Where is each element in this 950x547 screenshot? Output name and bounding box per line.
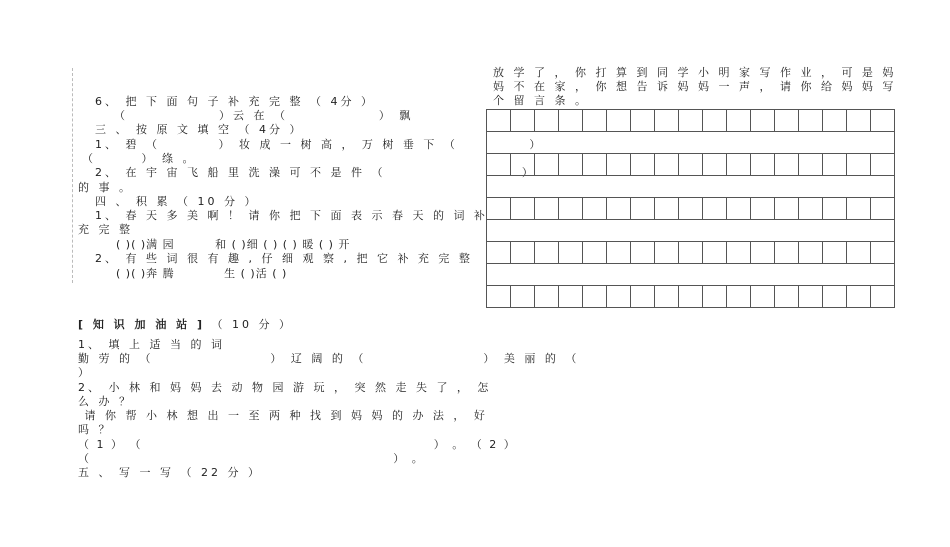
grid-cell[interactable] [751,198,775,220]
grid-row [487,110,895,132]
grid-cell[interactable] [655,154,679,176]
grid-cell[interactable] [559,154,583,176]
grid-gap-row [487,176,895,198]
knowledge-q1-close: ） [78,366,92,379]
grid-cell[interactable] [607,110,631,132]
grid-gap-row [487,220,895,242]
grid-cell[interactable] [775,286,799,308]
grid-cell[interactable] [823,242,847,264]
grid-cell[interactable] [631,242,655,264]
grid-cell[interactable] [727,286,751,308]
grid-gap [487,264,895,286]
knowledge-score: （ 10 分 ） [211,318,294,331]
grid-cell[interactable] [511,286,535,308]
grid-cell[interactable] [511,154,535,176]
grid-cell[interactable] [847,198,871,220]
grid-row [487,198,895,220]
grid-cell[interactable] [607,242,631,264]
grid-row [487,286,895,308]
grid-cell[interactable] [487,286,511,308]
grid-cell[interactable] [511,110,535,132]
grid-cell[interactable] [871,110,895,132]
grid-cell[interactable] [655,286,679,308]
grid-cell[interactable] [583,242,607,264]
section-3-item-2-cont: 的 事 。 [78,181,133,194]
grid-cell[interactable] [487,242,511,264]
section-4-item-1: 1、 春 天 多 美 啊 ！ 请 你 把 下 面 表 示 春 天 的 词 补 [95,209,488,222]
grid-cell[interactable] [823,154,847,176]
grid-cell[interactable] [775,154,799,176]
grid-cell[interactable] [751,110,775,132]
writing-prompt-line-3: 个 留 言 条 。 [493,94,589,107]
grid-cell[interactable] [871,242,895,264]
grid-gap [487,132,895,154]
section-5-title: 五 、 写 一 写 （ 22 分 ） [78,466,262,479]
grid-cell[interactable] [727,198,751,220]
grid-cell[interactable] [847,154,871,176]
knowledge-q1-line: 勤 劳 的 （ ） 辽 阔 的 （ ） 美 丽 的 （ [78,352,580,365]
grid-cell[interactable] [775,110,799,132]
knowledge-q1-title: 1、 填 上 适 当 的 词 [78,338,225,351]
grid-cell[interactable] [703,286,727,308]
grid-cell[interactable] [775,242,799,264]
section-4-item-2-blanks: ( )( )奔 腾 生 ( )活 ( ) [116,267,288,280]
margin-dashed-line [72,68,73,283]
grid-row [487,154,895,176]
grid-cell[interactable] [799,154,823,176]
grid-cell[interactable] [703,154,727,176]
writing-prompt-line-2: 妈 不 在 家 ， 你 想 告 诉 妈 妈 一 声 ， 请 你 给 妈 妈 写 [493,80,897,93]
grid-cell[interactable] [487,198,511,220]
section-3-item-2: 2、 在 宇 宙 飞 船 里 洗 澡 可 不 是 件 （ ） [95,166,536,179]
grid-cell[interactable] [631,110,655,132]
knowledge-q2-answer-1: （ 1 ） （ ） 。 （ 2 ） [78,438,517,451]
grid-cell[interactable] [559,242,583,264]
grid-row [487,242,895,264]
grid-cell[interactable] [559,110,583,132]
grid-cell[interactable] [703,198,727,220]
grid-cell[interactable] [535,198,559,220]
grid-cell[interactable] [799,286,823,308]
grid-cell[interactable] [631,154,655,176]
grid-cell[interactable] [847,242,871,264]
grid-cell[interactable] [751,286,775,308]
grid-cell[interactable] [583,110,607,132]
grid-cell[interactable] [847,110,871,132]
grid-cell[interactable] [679,286,703,308]
grid-cell[interactable] [583,154,607,176]
grid-gap-row [487,264,895,286]
knowledge-title: [ 知 识 加 油 站 ] [78,318,206,331]
grid-cell[interactable] [607,198,631,220]
grid-cell[interactable] [583,198,607,220]
section-4-item-1-cont: 充 完 整 [78,223,133,236]
grid-cell[interactable] [823,110,847,132]
section-3-item-1-cont: （ ） 绦 。 [82,152,197,165]
grid-cell[interactable] [535,154,559,176]
grid-cell[interactable] [727,242,751,264]
knowledge-q2-answer-2: （ ） 。 [78,452,425,465]
writing-prompt-line-1: 放 学 了 ， 你 打 算 到 同 学 小 明 家 写 作 业 ， 可 是 妈 [493,66,897,79]
grid-cell[interactable] [535,242,559,264]
grid-cell[interactable] [871,154,895,176]
grid-cell[interactable] [487,110,511,132]
grid-cell[interactable] [847,286,871,308]
grid-gap [487,220,895,242]
grid-cell[interactable] [679,198,703,220]
grid-cell[interactable] [559,198,583,220]
knowledge-q2-line-4: 吗 ？ [78,423,113,436]
grid-cell[interactable] [487,154,511,176]
q6-title: 6、 把 下 面 句 子 补 充 完 整 （ 4分 ） [95,95,375,108]
q6-sentence: （ ）云 在 （ ） 飘 [114,109,414,122]
grid-cell[interactable] [655,242,679,264]
grid-cell[interactable] [535,286,559,308]
knowledge-q2-line-2: 么 办 ？ [78,395,133,408]
grid-gap [487,176,895,198]
grid-cell[interactable] [751,154,775,176]
grid-cell[interactable] [703,242,727,264]
grid-cell[interactable] [655,110,679,132]
grid-cell[interactable] [583,286,607,308]
knowledge-q2-line-3: 请 你 帮 小 林 想 出 一 至 两 种 找 到 妈 妈 的 办 法 ， 好 [78,409,488,422]
grid-cell[interactable] [535,110,559,132]
grid-cell[interactable] [559,286,583,308]
knowledge-header [78,318,293,332]
grid-cell[interactable] [799,242,823,264]
grid-cell[interactable] [727,154,751,176]
grid-cell[interactable] [511,242,535,264]
grid-cell[interactable] [799,110,823,132]
writing-grid[interactable] [486,109,895,308]
grid-cell[interactable] [655,198,679,220]
grid-cell[interactable] [727,110,751,132]
grid-cell[interactable] [751,242,775,264]
grid-cell[interactable] [871,286,895,308]
grid-cell[interactable] [871,198,895,220]
grid-gap-row [487,132,895,154]
grid-cell[interactable] [607,286,631,308]
grid-cell[interactable] [823,286,847,308]
grid-cell[interactable] [511,198,535,220]
grid-cell[interactable] [631,198,655,220]
section-3-item-1: 1、 碧 （ ） 妆 成 一 树 高 ， 万 树 垂 下 （ ） [95,138,544,151]
grid-cell[interactable] [823,198,847,220]
section-4-item-2: 2、 有 些 词 很 有 趣 , 仔 细 观 察 , 把 它 补 充 完 整 [95,252,473,265]
grid-cell[interactable] [631,286,655,308]
grid-cell[interactable] [799,198,823,220]
grid-cell[interactable] [607,154,631,176]
section-3-title: 三 、 按 原 文 填 空 （ 4分 ） [95,123,304,136]
grid-cell[interactable] [679,154,703,176]
grid-cell[interactable] [703,110,727,132]
grid-cell[interactable] [775,198,799,220]
section-4-item-1-blanks: ( )( )满 园 和 ( )细 ( ) ( ) 暖 ( ) 开 [116,238,351,251]
grid-cell[interactable] [679,242,703,264]
knowledge-q2-line-1: 2、 小 林 和 妈 妈 去 动 物 园 游 玩 ， 突 然 走 失 了 ， 怎 [78,381,492,394]
section-4-title: 四 、 积 累 （ 10 分 ） [95,195,259,208]
grid-cell[interactable] [679,110,703,132]
